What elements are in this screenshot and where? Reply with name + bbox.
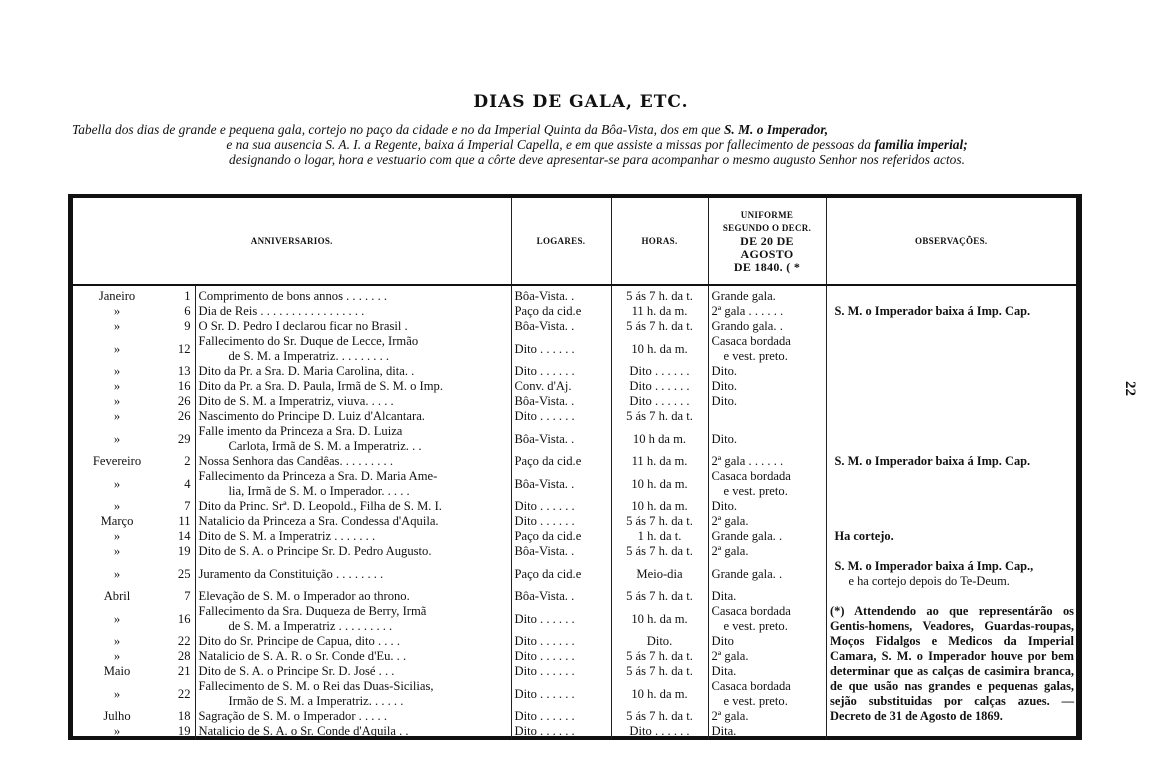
day-cell: 4 [161,469,195,499]
table-row [73,304,1076,319]
description-line: Fallecimento de S. M. o Rei das Duas-Sicilias, [198,679,434,693]
table-row [73,379,1076,394]
description-line: Fallecimento do Sr. Duque de Lecce, Irmão [198,334,419,348]
header-uniform-line: UNIFORME [740,209,794,220]
day-cell: 19 [161,724,195,739]
uniform-line: Dito. [711,499,738,513]
footnote: (*) Attendendo ao que representárão os Gentis-homens, Veadores, Guardas-roupas, Moços Fidalgos e Medicos da Imperial Camara, S. M. o Imperador houve por bem determinar que as calças de casimira branca, de que usão nas grandes e pequenas galas, sejão substituidas por calças azues. — Decreto de 31 de Agosto de 1869. [830,604,1074,723]
place-cell: Dito . . . . . . [511,499,611,514]
description-line: de S. M. a Imperatriz . . . . . . . . . [228,619,393,633]
uniform-line: Dito [711,634,734,648]
table-row [73,529,1076,544]
description-cell [195,409,511,424]
description-line: Dito de S. M. a Imperatriz, viuva. . . . . [198,394,394,408]
observation-cell [826,529,1076,544]
hours-cell: 5 ás 7 h. da t. [611,544,708,559]
description-line: Dito do Sr. Principe de Capua, dito . . . . [198,634,400,648]
hours-cell: Dito . . . . . . [611,364,708,379]
day-cell: 7 [161,589,195,604]
description-cell [195,285,511,304]
header-uniform-line: SEGUNDO O DECR. [722,222,812,233]
uniform-cell [708,469,826,499]
hours-cell: 5 ás 7 h. da t. [611,514,708,529]
uniform-line: Grande gala. . [711,566,783,581]
hours-cell: 10 h da m. [611,424,708,454]
day-cell: 21 [161,664,195,679]
uniform-cell [708,514,826,529]
description-line: Dito da Princ. Srª. D. Leopold., Filha de S. M. I. [198,499,442,513]
month-cell: » [113,544,121,558]
hours-cell: 5 ás 7 h. da t. [611,649,708,664]
month-cell: » [113,686,121,701]
uniform-cell [708,529,826,544]
uniform-cell [708,364,826,379]
description-line: Elevação de S. M. o Imperador ao throno. [198,589,410,603]
observation-cell [826,589,1076,604]
description-line: O Sr. D. Pedro I declarou ficar no Brasil . [198,319,408,333]
table-row [73,544,1076,559]
uniform-cell [708,394,826,409]
description-line: Natalicio da Princeza a Sra. Condessa d'Aquila. [198,514,439,528]
description-cell [195,679,511,709]
uniform-line: Dito. [711,431,738,446]
description-line: Natalicio de S. A. o Sr. Conde d'Aquila . . [198,724,409,738]
month-cell: » [113,364,121,378]
uniform-cell [708,679,826,709]
uniform-cell [708,709,826,724]
uniform-cell [708,319,826,334]
description-cell [195,394,511,409]
hours-cell: 10 h. da m. [611,679,708,709]
uniform-line: 2ª gala. [711,649,749,663]
uniform-cell [708,285,826,304]
table-row [73,589,1076,604]
place-cell: Dito . . . . . . [511,409,611,424]
intro-text: e na sua ausencia S. A. I. a Regente, baixa á Imperial Capella, e em que assiste a missas por fallecimento de pessoas da [226,137,875,152]
day-cell: 16 [161,604,195,634]
description-line: Nascimento do Principe D. Luiz d'Alcantara. [198,409,425,423]
month-cell: » [113,611,121,626]
description-line: Carlota, Irmã de S. M. a Imperatriz. . . [228,439,422,453]
description-cell [195,649,511,664]
page-number: 22 [1122,381,1138,396]
hours-cell: 5 ás 7 h. da t. [611,709,708,724]
place-cell: Bôa-Vista. . [511,319,611,334]
description-cell [195,469,511,499]
observation-text: S. M. o Imperador baixa á Imp. Cap. [834,454,1031,468]
description-cell [195,634,511,649]
uniform-line: Dita. [711,664,737,678]
page-title: DIAS DE GALA, ETC. [473,92,689,112]
observation-text: S. M. o Imperador baixa á Imp. Cap., [834,559,1034,573]
description-cell [195,514,511,529]
description-cell [195,664,511,679]
description-line: Dia de Reis . . . . . . . . . . . . . . . . . [198,304,365,318]
intro-line-2 [72,137,1122,152]
observation-text: S. M. o Imperador baixa á Imp. Cap. [834,304,1031,318]
observation-cell [826,379,1076,394]
place-cell: Paço da cid.e [511,559,611,589]
uniform-cell [708,304,826,319]
hours-cell: 1 h. da t. [611,529,708,544]
intro-emphasis: familia imperial; [874,137,968,152]
observation-cell [826,499,1076,514]
place-cell: Dito . . . . . . [511,724,611,739]
uniform-line: Dita. [711,724,737,738]
month-cell: » [113,499,121,513]
place-cell: Dito . . . . . . [511,634,611,649]
hours-cell: Dito . . . . . . [611,724,708,739]
hours-cell: 5 ás 7 h. da t. [611,589,708,604]
place-cell: Bôa-Vista. . [511,424,611,454]
uniform-cell [708,664,826,679]
place-cell: Conv. d'Aj. [511,379,611,394]
header-observations: OBSERVAÇÕES. [826,198,1076,285]
description-line: Dito da Pr. a Sra. D. Maria Carolina, dita. . [198,364,415,378]
description-line: Sagração de S. M. o Imperador . . . . . [198,709,388,723]
day-cell: 2 [161,454,195,469]
description-cell [195,454,511,469]
table-row [73,334,1076,364]
uniform-line: 2ª gala . . . . . . [711,304,784,318]
hours-cell: 5 ás 7 h. da t. [611,409,708,424]
description-line: Fallecimento da Sra. Duqueza de Berry, Irmã [198,604,427,618]
hours-cell: Dito. [611,634,708,649]
place-cell: Dito . . . . . . [511,709,611,724]
place-cell: Bôa-Vista. . [511,285,611,304]
month-cell: » [113,724,121,738]
day-cell: 28 [161,649,195,664]
uniform-cell [708,634,826,649]
place-cell: Paço da cid.e [511,454,611,469]
uniform-line: Dito. [711,394,738,408]
intro-line-1 [72,122,1122,137]
observation-text: Ha cortejo. [834,529,894,543]
month-cell: » [113,566,121,581]
table-row [73,499,1076,514]
intro-line-3: designando o logar, hora e vestuario com que a côrte deve apresentar-se para acompanhar o mesmo augusto Senhor nos referidos actos. [229,152,965,167]
intro-text: Tabella dos dias de grande e pequena gala, cortejo no paço da cidade e no da Imperial Quinta da Bôa-Vista, dos em que [72,122,724,137]
table-header [73,198,1076,285]
place-cell: Dito . . . . . . [511,604,611,634]
place-cell: Bôa-Vista. . [511,544,611,559]
day-cell: 29 [161,424,195,454]
hours-cell: 10 h. da m. [611,469,708,499]
day-cell: 14 [161,529,195,544]
observation-cell [826,559,1076,589]
uniform-line: e vest. preto. [723,619,788,633]
table-row [73,394,1076,409]
month-cell: » [113,304,121,318]
uniform-line: e vest. preto. [723,349,788,363]
uniform-cell [708,649,826,664]
day-cell: 13 [161,364,195,379]
day-cell: 1 [161,285,195,304]
description-cell [195,589,511,604]
table-row [73,454,1076,469]
uniform-line: 2ª gala. [711,514,749,528]
header-places: LOGARES. [511,198,611,285]
description-line: Falle imento da Princeza a Sra. D. Luiza [198,424,403,438]
day-cell: 22 [161,679,195,709]
day-cell: 25 [161,559,195,589]
observation-text: e ha cortejo depois do Te-Deum. [848,574,1010,588]
hours-cell: 5 ás 7 h. da t. [611,319,708,334]
uniform-cell [708,454,826,469]
uniform-line: Grando gala. . [711,319,783,333]
description-line: Nossa Senhora das Candêas. . . . . . . . . [198,454,393,468]
description-cell [195,499,511,514]
month-cell: Janeiro [98,289,136,303]
description-line: Dito da Pr. a Sra. D. Paula, Irmã de S. M. o Imp. [198,379,443,393]
uniform-cell [708,589,826,604]
uniform-line: e vest. preto. [723,694,788,708]
description-line: lia, Irmã de S. M. o Imperador. . . . . [228,484,410,498]
month-cell: Maio [103,664,131,678]
month-cell: Abril [103,589,131,603]
observation-cell [826,424,1076,454]
day-cell: 7 [161,499,195,514]
month-cell: » [113,409,121,423]
description-cell [195,364,511,379]
observation-cell [826,319,1076,334]
place-cell: Bôa-Vista. . [511,394,611,409]
place-cell: Dito . . . . . . [511,649,611,664]
day-cell: 12 [161,334,195,364]
header-uniform-line: DE 20 DE AGOSTO [740,233,794,261]
uniform-cell [708,409,826,424]
day-cell: 18 [161,709,195,724]
uniform-line: Dito. [711,364,738,378]
uniform-line: Casaca bordada [711,469,791,483]
description-line: Dito de S. M. a Imperatriz . . . . . . . [198,529,376,543]
description-line: Fallecimento da Princeza a Sra. D. Maria Ame- [198,469,438,483]
description-cell [195,724,511,739]
table-row [73,559,1076,589]
table-row [73,409,1076,424]
month-cell: » [113,379,121,393]
day-cell: 19 [161,544,195,559]
day-cell: 11 [161,514,195,529]
header-uniform [708,198,826,285]
hours-cell: 5 ás 7 h. da t. [611,285,708,304]
month-cell: Março [100,514,134,528]
uniform-cell [708,379,826,394]
observation-cell [826,304,1076,319]
intro-emphasis: S. M. o Imperador, [723,122,829,137]
uniform-line: Dita. [711,589,737,603]
day-cell: 26 [161,394,195,409]
table-row [73,514,1076,529]
uniform-line: 2ª gala. [711,709,749,723]
description-line: de S. M. a Imperatriz. . . . . . . . . [228,349,390,363]
header-anniversaries: ANNIVERSARIOS. [73,198,511,285]
place-cell: Dito . . . . . . [511,364,611,379]
place-cell: Dito . . . . . . [511,679,611,709]
hours-cell: 10 h. da m. [611,604,708,634]
uniform-line: Casaca bordada [711,679,791,693]
table-row [73,469,1076,499]
month-cell: » [113,529,121,543]
month-cell: Julho [103,709,131,723]
uniform-cell [708,724,826,739]
hours-cell: Dito . . . . . . [611,394,708,409]
place-cell: Paço da cid.e [511,529,611,544]
place-cell: Bôa-Vista. . [511,469,611,499]
observation-cell [826,394,1076,409]
uniform-line: Grande gala. [711,289,776,303]
intro-paragraph [72,122,1122,167]
table-row [73,424,1076,454]
month-cell: » [113,341,121,356]
uniform-line: e vest. preto. [723,484,788,498]
day-cell: 9 [161,319,195,334]
description-cell [195,319,511,334]
month-cell: » [113,394,121,408]
place-cell: Dito . . . . . . [511,664,611,679]
uniform-cell [708,604,826,634]
description-line: Comprimento de bons annos . . . . . . . [198,289,388,303]
description-cell [195,304,511,319]
observation-cell [826,334,1076,364]
description-cell [195,334,511,364]
uniform-cell [708,544,826,559]
description-line: Dito de S. A. o Principe Sr. D. Pedro Augusto. [198,544,432,558]
hours-cell: 11 h. da m. [611,454,708,469]
day-cell: 22 [161,634,195,649]
observation-cell [826,409,1076,424]
observation-cell [826,469,1076,499]
table-row [73,285,1076,304]
observation-cell [826,514,1076,529]
observation-cell [826,544,1076,559]
place-cell: Bôa-Vista. . [511,589,611,604]
description-cell [195,424,511,454]
place-cell: Dito . . . . . . [511,334,611,364]
observation-cell [826,454,1076,469]
uniform-line: 2ª gala . . . . . . [711,454,784,468]
month-cell: » [113,634,121,648]
observation-cell [826,285,1076,304]
table-row [73,724,1076,739]
description-cell [195,379,511,394]
uniform-cell [708,499,826,514]
month-cell: » [113,431,121,446]
place-cell: Dito . . . . . . [511,514,611,529]
day-cell: 16 [161,379,195,394]
uniform-cell [708,424,826,454]
hours-cell: 11 h. da m. [611,304,708,319]
uniform-line: Dito. [711,379,738,393]
month-cell: » [113,476,121,491]
description-cell [195,709,511,724]
header-uniform-line: DE 1840. ( * [733,259,801,274]
uniform-line: Grande gala. . [711,529,783,543]
uniform-cell [708,559,826,589]
uniform-cell [708,334,826,364]
description-cell [195,604,511,634]
description-cell [195,559,511,589]
description-line: Natalicio de S. A. R. o Sr. Conde d'Eu. . . [198,649,407,663]
hours-cell: 5 ás 7 h. da t. [611,664,708,679]
hours-cell: 10 h. da m. [611,334,708,364]
uniform-line: Casaca bordada [711,334,791,348]
hours-cell: 10 h. da m. [611,499,708,514]
uniform-line: Casaca bordada [711,604,791,618]
hours-cell: Dito . . . . . . [611,379,708,394]
header-hours: HORAS. [611,198,708,285]
month-cell: » [113,649,121,663]
table-row [73,319,1076,334]
day-cell: 6 [161,304,195,319]
description-cell [195,544,511,559]
uniform-line: 2ª gala. [711,544,749,558]
month-cell: Fevereiro [92,454,142,468]
observation-cell [826,364,1076,379]
description-line: Juramento da Constituição . . . . . . . . [198,566,384,581]
day-cell: 26 [161,409,195,424]
description-line: Irmão de S. M. a Imperatriz. . . . . . [228,694,404,708]
place-cell: Paço da cid.e [511,304,611,319]
table-row [73,364,1076,379]
month-cell: » [113,319,121,333]
description-line: Dito de S. A. o Principe Sr. D. José . . . [198,664,395,678]
description-cell [195,529,511,544]
hours-cell: Meio-dia [611,559,708,589]
